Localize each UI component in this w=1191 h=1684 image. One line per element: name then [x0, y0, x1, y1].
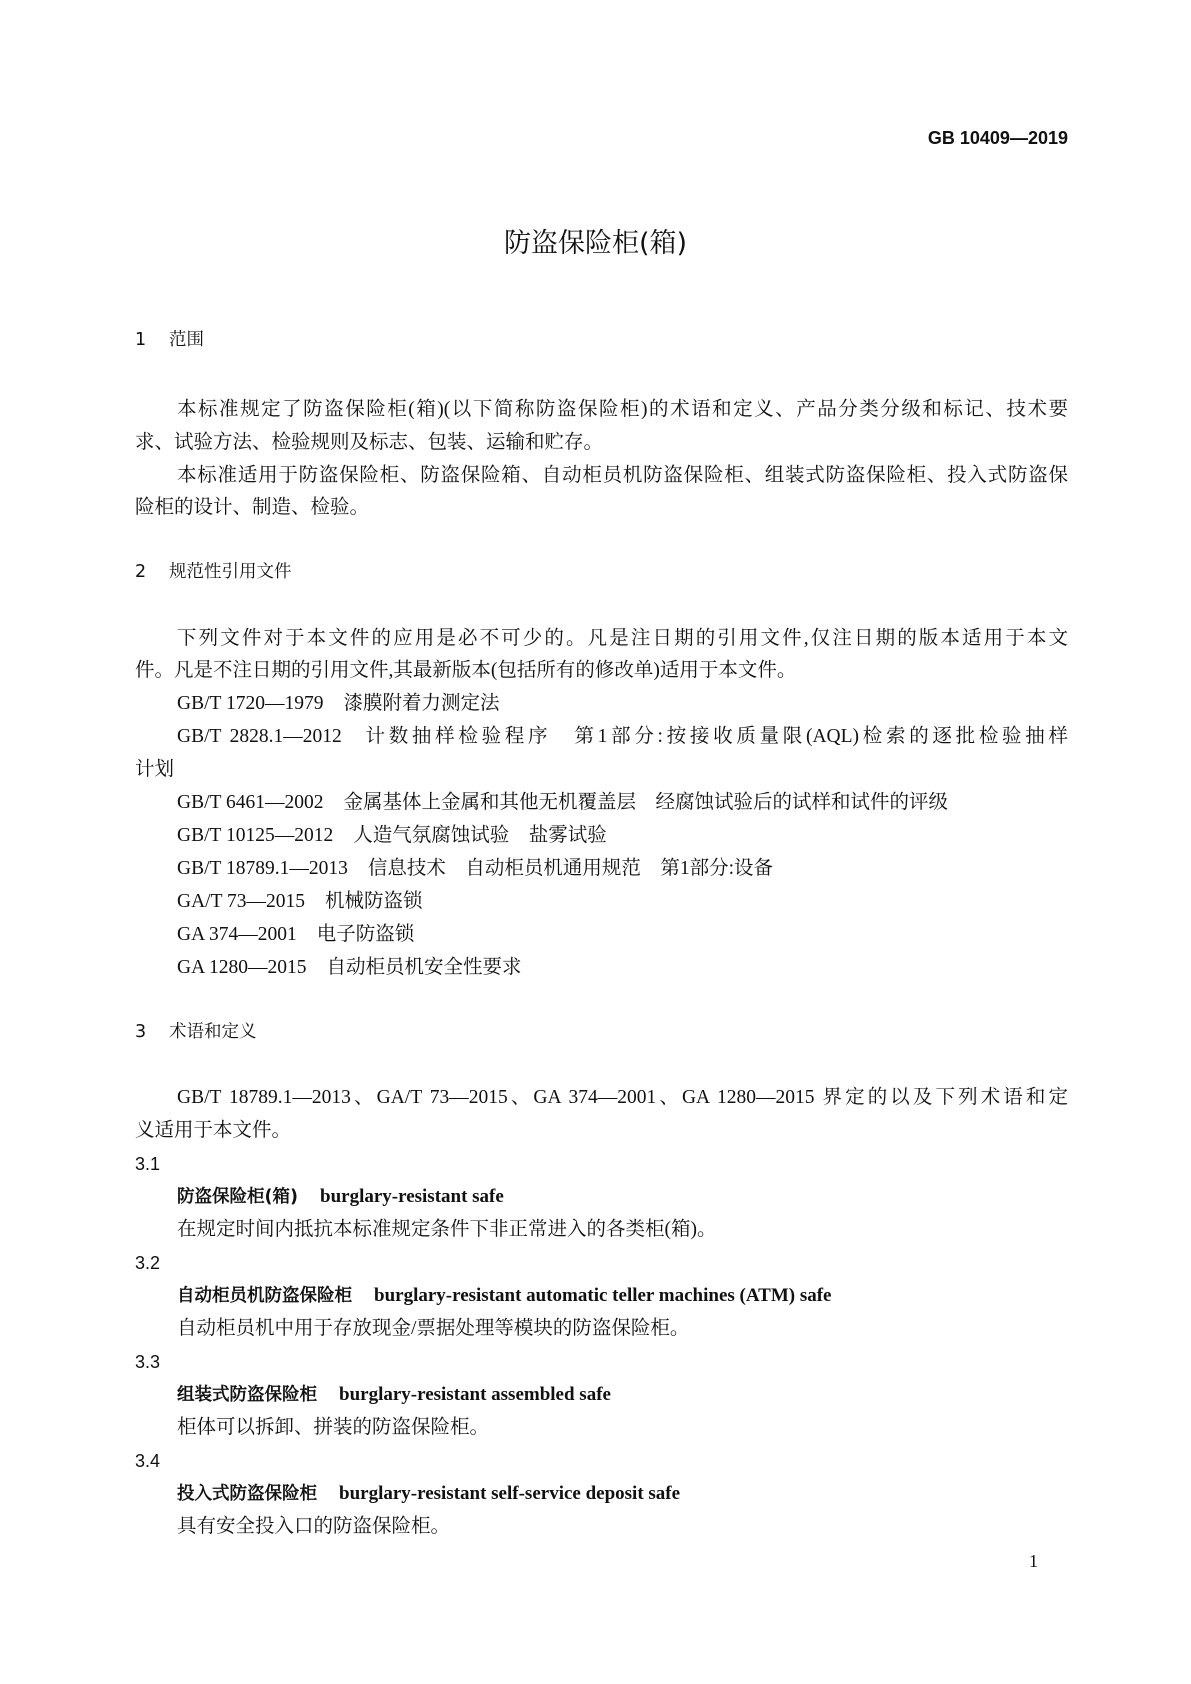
reference-item: [177, 890, 423, 914]
term-number: 3.1: [135, 1154, 161, 1174]
term-title: [177, 1383, 611, 1407]
reference-title: 人造气氛腐蚀试验 盐雾试验: [353, 825, 607, 846]
reference-code: GB/T 2828.1—2012: [177, 726, 342, 747]
paragraph-line: 本标准规定了防盗保险柜(箱)(以下简称防盗保险柜)的术语和定义、产品分类分级和标记、技术要: [177, 399, 1068, 420]
paragraph-line: 求、试验方法、检验规则及标志、包装、运输和贮存。: [135, 432, 604, 453]
section-title: 术语和定义: [169, 1022, 257, 1042]
paragraph-line: 下列文件对于本文件的应用是必不可少的。凡是注日期的引用文件,仅注日期的版本适用于本文: [177, 628, 1068, 649]
reference-item: [177, 857, 773, 881]
reference-item: [177, 791, 948, 815]
term-zh: 投入式防盗保险柜: [177, 1484, 317, 1504]
reference-code: GB/T 6461—2002: [177, 792, 324, 813]
section-title: 范围: [169, 330, 204, 350]
section-heading-3: [135, 1020, 257, 1044]
reference-code: GA/T 73—2015: [177, 891, 306, 912]
reference-item: [177, 725, 1068, 749]
reference-code: GB/T 1720—1979: [177, 693, 324, 714]
term-en: burglary-resistant safe: [320, 1186, 504, 1207]
term-zh: 组装式防盗保险柜: [177, 1385, 317, 1405]
term-number: 3.4: [135, 1451, 161, 1471]
reference-item: [177, 923, 414, 947]
term-definition: 在规定时间内抵抗本标准规定条件下非正常进入的各类柜(箱)。: [177, 1219, 717, 1240]
term-zh: 自动柜员机防盗保险柜: [177, 1286, 352, 1306]
paragraph-line: 件。凡是不注日期的引用文件,其最新版本(包括所有的修改单)适用于本文件。: [135, 660, 797, 681]
reference-item: [177, 692, 499, 716]
document-code: GB 10409—2019: [927, 128, 1068, 148]
reference-code: GA 374—2001: [177, 924, 297, 945]
section-heading-1: [135, 328, 204, 352]
term-en: burglary-resistant automatic teller machines (ATM) safe: [374, 1285, 832, 1306]
term-en: burglary-resistant self-service deposit safe: [339, 1483, 681, 1504]
paragraph-line: 本标准适用于防盗保险柜、防盗保险箱、自动柜员机防盗保险柜、组装式防盗保险柜、投入式防盗保: [177, 465, 1068, 486]
section-number: 3: [135, 1022, 147, 1042]
reference-title: 机械防盗锁: [325, 891, 423, 912]
reference-title: 信息技术 自动柜员机通用规范 第1部分:设备: [367, 858, 773, 879]
reference-code: GA 1280—2015: [177, 957, 307, 978]
reference-item: [177, 824, 607, 848]
term-definition: 具有安全投入口的防盗保险柜。: [177, 1516, 451, 1537]
term-definition: 自动柜员机中用于存放现金/票据处理等模块的防盗保险柜。: [177, 1318, 690, 1339]
reference-title: 漆膜附着力测定法: [343, 693, 500, 714]
term-number: 3.3: [135, 1352, 161, 1372]
reference-code: GB/T 10125—2012: [177, 825, 334, 846]
reference-code: GB/T 18789.1—2013: [177, 858, 348, 879]
page-number: 1: [1029, 1551, 1038, 1571]
reference-continuation: 计划: [135, 759, 175, 780]
term-definition: 柜体可以拆卸、拼装的防盗保险柜。: [177, 1417, 490, 1438]
paragraph-line: 义适用于本文件。: [135, 1120, 292, 1141]
paragraph-line: 险柜的设计、制造、检验。: [135, 497, 370, 518]
section-title: 规范性引用文件: [169, 562, 292, 582]
section-heading-2: [135, 560, 292, 584]
reference-title: 金属基体上金属和其他无机覆盖层 经腐蚀试验后的试样和试件的评级: [343, 792, 948, 813]
term-title: [177, 1284, 832, 1308]
reference-item: [177, 956, 521, 980]
page-title: 防盗保险柜(箱): [503, 228, 688, 259]
section-number: 2: [135, 562, 147, 582]
reference-title: 自动柜员机安全性要求: [326, 957, 522, 978]
term-zh: 防盗保险柜(箱): [177, 1187, 298, 1207]
section-number: 1: [135, 330, 147, 350]
term-title: [177, 1185, 504, 1209]
term-title: [177, 1482, 680, 1506]
reference-title: 计数抽样检验程序 第1部分:按接收质量限(AQL)检索的逐批检验抽样: [361, 726, 1068, 747]
term-en: burglary-resistant assembled safe: [339, 1384, 611, 1405]
reference-title: 电子防盗锁: [316, 924, 415, 945]
term-number: 3.2: [135, 1253, 161, 1273]
paragraph-line: GB/T 18789.1—2013、GA/T 73—2015、GA 374—2001、GA 1280—2015 界定的以及下列术语和定: [177, 1087, 1068, 1108]
